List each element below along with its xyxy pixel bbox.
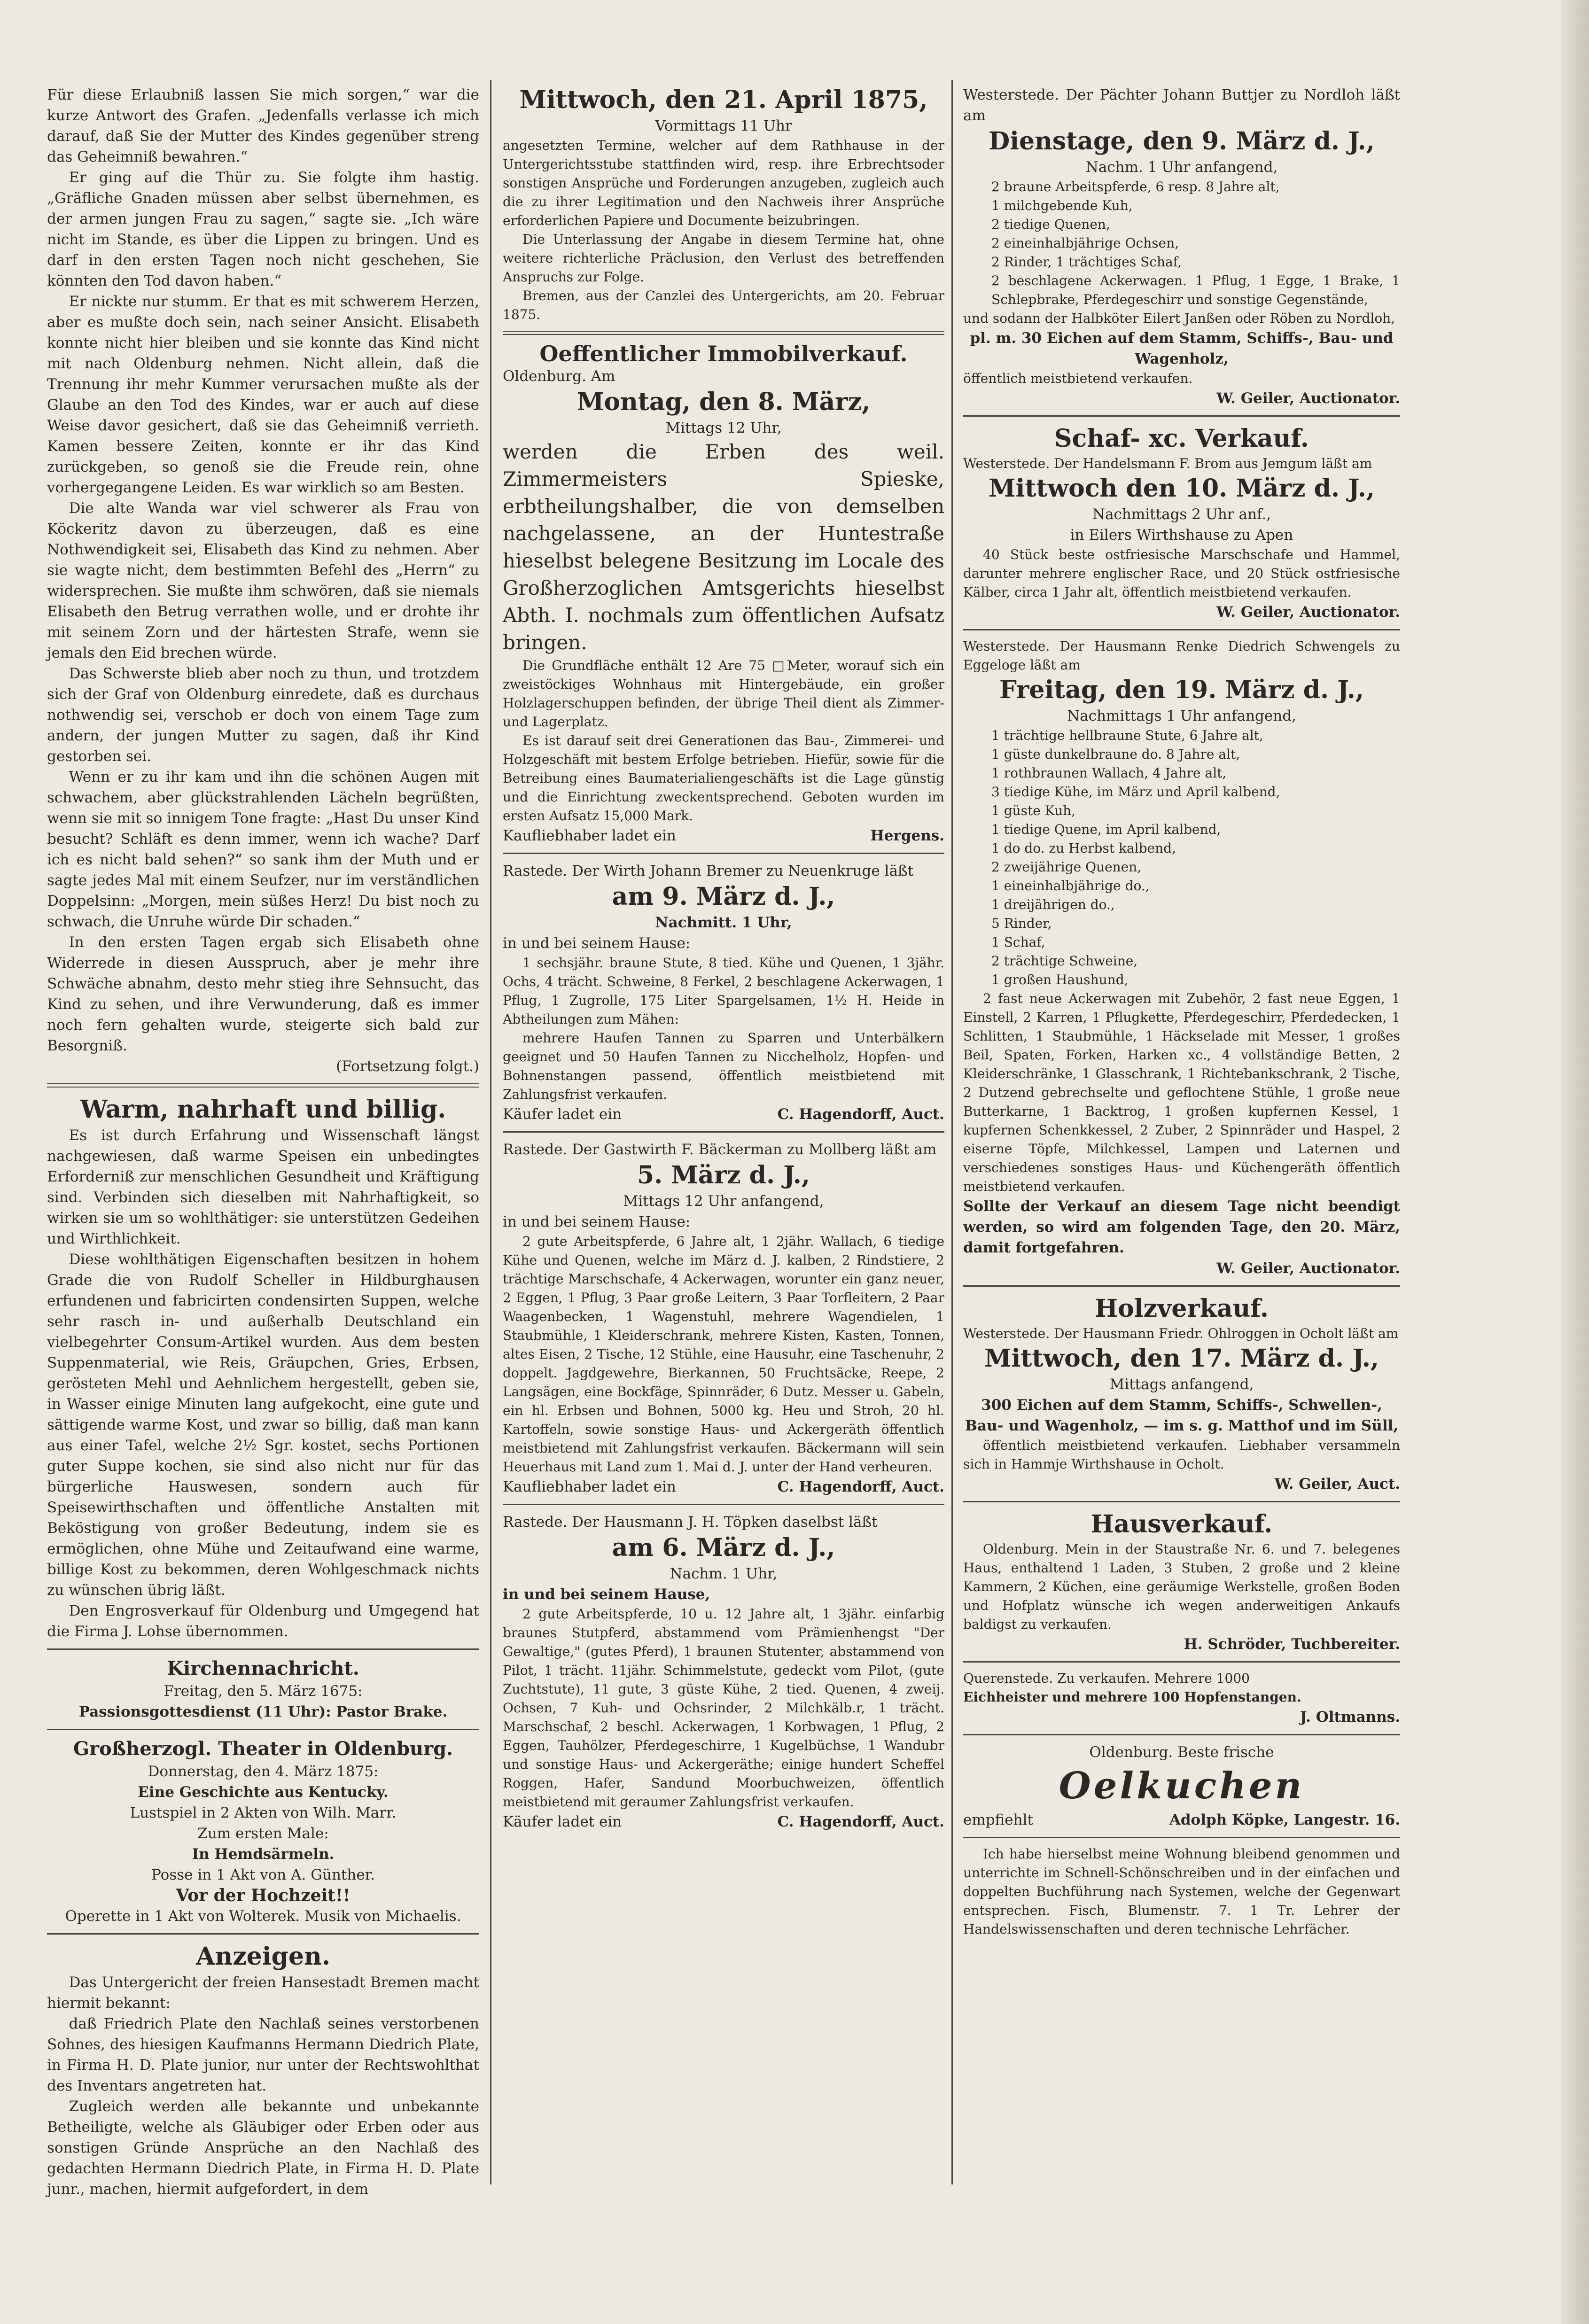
section-divider <box>47 1729 479 1730</box>
schaf-signature: W. Geiler, Auctionator. <box>1216 604 1400 621</box>
section-divider <box>47 1933 479 1935</box>
section-divider <box>503 331 944 335</box>
column-middle <box>503 85 944 1832</box>
section-divider <box>47 1648 479 1650</box>
immo-time: Mittags 12 Uhr, <box>665 420 782 436</box>
toepken-time: Nachm. 1 Uhr, <box>670 1565 778 1582</box>
column-right <box>963 85 1400 1939</box>
theater-line: Lustspiel in 2 Akten von Wilh. Marr. <box>130 1804 397 1821</box>
list-item: 2 Rinder, 1 trächtiges Schaf, <box>991 254 1182 270</box>
oelkuchen-heading: Oelkuchen <box>1059 1764 1305 1807</box>
section-divider <box>47 1083 479 1088</box>
list-item: 1 Schaf, <box>991 934 1045 950</box>
mollberg-place: in und bei seinem Hause: <box>503 1213 691 1230</box>
list-item: 2 tiedige Quenen, <box>991 217 1110 232</box>
toepken-signature: Käufer ladet ein C. Hagendorff, Auct. <box>503 1813 944 1830</box>
buttjer-intro: Westerstede. Der Pächter Johann Buttjer zu Nordloh läßt am <box>963 86 1400 124</box>
bremen-paragraph: Bremen, aus der Canzlei des Untergerichts, am 20. Februar 1875. <box>503 288 944 322</box>
section-divider <box>963 1285 1400 1287</box>
section-divider <box>963 1837 1400 1838</box>
warm-heading: Warm, nahrhaft und billig. <box>80 1095 446 1124</box>
schwengels-list <box>991 726 1400 989</box>
buttjer-time: Nachm. 1 Uhr anfangend, <box>1085 159 1278 176</box>
bremen-time: Vormittags 11 Uhr <box>655 117 792 134</box>
buttjer-list <box>991 178 1400 309</box>
holz-heading: Holzverkauf. <box>1095 1294 1269 1323</box>
serial-story <box>47 85 479 1077</box>
theater-heading: Großherzogl. Theater in Oldenburg. <box>73 1738 453 1760</box>
holz-text: öffentlich meistbietend verkaufen. Liebhaber versammeln sich in Hammje Wirthshause in Ocholt. <box>963 1438 1400 1472</box>
list-item: 1 großen Haushund, <box>991 972 1129 987</box>
theater-play: In Hemdsärmeln. <box>192 1846 335 1863</box>
ad-paragraph: Das Untergericht der freien Hansestadt Bremen macht hiermit bekannt: <box>47 1974 479 2012</box>
bremer-signature: Käufer ladet ein C. Hagendorff, Auct. <box>503 1106 944 1123</box>
section-divider <box>963 629 1400 630</box>
theater-line: Posse in 1 Akt von A. Günther. <box>151 1866 375 1883</box>
warm-paragraph: Diese wohlthätigen Eigenschaften besitzen in hohem Grade die von Rudolf Scheller in Hildburghausen erfundenen und fabricirten condensirten Suppen, welche sehr rasch in- und außerhalb Deutschland ein vielbegehrter Consum-Artikel wurden. Aus dem besten Suppenmaterial, wie Reis, Gräupchen, Gries, Erbsen, gerösteten Mehl und Aehnlichem hergestellt, geben sie, in Wasser einige Minuten lang aufgekocht, eine gute und sättigende warme Kost, und zwar so billig, daß man kann aus einer Tafel, welche 2½ Sgr. kostet, sechs Portionen guter Suppe kochen, sie sind also nicht nur für das bürgerliche Hauswesen, sondern auch für Speisewirthschaften und öffentliche Anstalten mit Beköstigung von großer Bedeutung, indem sie es ermöglichen, ohne Mühe und Zeitaufwand eine warme, billige Kost zu bekommen, deren Wohlgeschmack nichts zu wünschen übrig läßt. <box>47 1251 479 1599</box>
theater-play: Eine Geschichte aus Kentucky. <box>138 1784 389 1801</box>
schwengels-date: Freitag, den 19. März d. J., <box>999 676 1364 704</box>
story-paragraph: Das Schwerste blieb aber noch zu thun, und trotzdem sich der Graf von Oldenburg einredete, daß es durchaus nothwendig sei, verschob er doch von einem Tage zum andern, der jungen Mutter zu sagen, daß ihr Kind gestorben sei. <box>47 665 479 765</box>
list-item: 1 eineinhalbjährige do., <box>991 878 1150 894</box>
toepken-date: am 6. März d. J., <box>612 1533 835 1562</box>
church-service: Passionsgottesdienst (11 Uhr): Pastor Brake. <box>78 1703 448 1720</box>
mollberg-date: 5. März d. J., <box>637 1161 810 1189</box>
schwengels-text: 2 fast neue Ackerwagen mit Zubehör, 2 fast neue Eggen, 1 Einstell, 2 Karren, 1 Pflugkette, Pferdegeschirr, Pferdedecken, 1 Schlitten, 1 Staubmühle, 1 Häckselade mit Messer, 1 großes Beil, Spaten, Forken, Harken xc., 4 vollständige Betten, 2 Kleiderschränke, 1 Glasschrank, 1 Richtebankschrank, 2 Tische, 2 Dutzend gebrechselte und geflochtene Stühle, 1 große neue Butterkarne, 1 Backtrog, 1 großen kupfernen Kessel, 1 kupfernen Schenkkessel, 2 Zuber, 2 Spinnräder und Haspel, 2 eiserne Töpfe, Milchkessel, Lampen und Laternen und verschiedenes sonstiges Haus- und Küchengeräth öffentlich meistbietend verkaufen. <box>963 991 1400 1194</box>
holz-intro: Westerstede. Der Hausmann Friedr. Ohlroggen in Ocholt läßt am <box>963 1326 1399 1341</box>
story-paragraph: Für diese Erlaubniß lassen Sie mich sorgen,“ war die kurze Antwort des Grafen. „Jedenfalls verlasse ich mich darauf, daß Sie der Mutter des Kindes gegenüber streng das Geheimniß bewahren.“ <box>47 86 479 165</box>
schaf-text: 40 Stück beste ostfriesische Marschschafe und Hammel, darunter mehrere englischer Race, und 20 Stück ostfriesische Kälber, circa 1 Jahr alt, öffentlich meistbietend verkaufen. <box>963 547 1400 600</box>
immo-paragraph: Es ist darauf seit drei Generationen das Bau-, Zimmerei- und Holzgeschäft mit bestem Erfolge betrieben. Hiefür, sowie für die Betreibung eines Baumaterialiengeschäfts ist die Lage günstig und die Einrichtung zweckentsprechend. Geboten wurden im ersten Aufsatz 15,000 Mark. <box>503 733 944 824</box>
schaf-heading: Schaf- xc. Verkauf. <box>1054 424 1309 453</box>
story-paragraph: Wenn er zu ihr kam und ihn die schönen Augen mit schwachem, aber glückstrahlenden Lächeln begrüßten, wenn sie mit so innigem Tone fragte: „Hast Du unser Kind besucht? Schläft es denn immer, wenn ich wache? Darf ich es nicht bald sehen?“ so sank ihm der Muth und er sagte jedes Mal mit einem Seufzer, nur im verständlichen Doppelsinn: „Morgen, mein süßes Herz! Du bist noch zu schwach, die Unruhe würde Dir schaden.“ <box>47 769 479 930</box>
section-divider <box>503 853 944 854</box>
immo-date: Montag, den 8. März, <box>576 388 871 416</box>
list-item: 1 do do. zu Herbst kalbend, <box>991 840 1176 856</box>
oelkuchen-intro: Oldenburg. Beste frische <box>1089 1744 1274 1761</box>
column-left <box>47 85 479 2200</box>
bremer-place: in und bei seinem Hause: <box>503 935 691 952</box>
column-divider <box>490 80 491 2184</box>
immo-signature: Kaufliebhaber ladet ein Hergens. <box>503 827 944 844</box>
querenstede-line: Querenstede. Zu verkaufen. Mehrere 1000 <box>963 1671 1250 1686</box>
bremer-paragraph: mehrere Haufen Tannen zu Sparren und Unterbälkern geeignet und 50 Haufen Tannen zu Nicchelholz, Hopfen- und Bohnenstangen passend, öffentlich meistbietend mit Zahlungsfrist verkaufen. <box>503 1030 944 1102</box>
buttjer-signature: W. Geiler, Auctionator. <box>1216 390 1400 407</box>
list-item: 1 dreijährigen do., <box>991 897 1115 912</box>
story-paragraph: Die alte Wanda war viel schwerer als Frau von Köckeritz davon zu überzeugen, daß es eine Nothwendigkeit sei, Elisabeth das Kind zu nehmen. Aber sie wagte nicht, dem bestimmten Befehl des „Herrn“ zu widersprechen. Sie mußte ihm schwören, daß sie niemals Elisabeth den Betrug verrathen wolle, und er drohte ihr mit seinem Zorn und der härtesten Strafe, wenn sie jemals den Eid brechen würde. <box>47 500 479 661</box>
page-edge-shadow <box>1561 0 1589 2324</box>
section-divider <box>503 1131 944 1133</box>
bremer-time: Nachmitt. 1 Uhr, <box>655 914 792 931</box>
theater-line: Zum ersten Male: <box>197 1825 329 1842</box>
bremen-paragraph: angesetzten Termine, welcher auf dem Rathhause in der Untergerichtsstube stattfinden wird, resp. ihre Erbrechtsoder sonstigen Ansprüche und Forderungen anzugeben, zugleich auch die zu ihrer Legitimation und den Nachweis ihrer Ansprüche erforderlichen Papiere und Documente beizubringen. <box>503 138 944 228</box>
toepken-intro: Rastede. Der Hausmann J. H. Töpken daselbst läßt <box>503 1514 878 1531</box>
schwengels-signature: W. Geiler, Auctionator. <box>1216 1260 1400 1277</box>
holz-bold: 300 Eichen auf dem Stamm, Schiffs-, Schwellen-, Bau- und Wagenholz, — im s. g. Matthof und im Süll, <box>965 1397 1399 1434</box>
mollberg-time: Mittags 12 Uhr anfangend, <box>623 1193 824 1210</box>
schaf-place: in Eilers Wirthshause zu Apen <box>1070 527 1293 544</box>
hausverkauf-text: Oldenburg. Mein in der Staustraße Nr. 6. und 7. belegenes Haus, enthaltend 1 Laden, 3 Stuben, 2 große und 2 kleine Kammern, 2 Küchen, eine geräumige Werkstelle, großen Boden und Hofplatz wünsche ich wegen anderweitigen Ankaufs baldigst zu verkaufen. <box>963 1541 1400 1632</box>
section-divider <box>963 1501 1400 1502</box>
story-paragraph: Er ging auf die Thür zu. Sie folgte ihm hastig. „Gräfliche Gnaden müssen aber selbst übernehmen, es der armen jungen Frau zu sagen,“ sagte sie. „Ich wäre nicht im Stande, es über die Lippen zu bringen. Und es darf in den ersten Tagen noch nicht geschehen, Sie könnten den Tod davon haben.“ <box>47 169 479 289</box>
bremer-date: am 9. März d. J., <box>612 882 835 911</box>
column-divider <box>951 80 953 2184</box>
theater-play: Vor der Hochzeit!! <box>176 1886 351 1905</box>
church-heading: Kirchennachricht. <box>167 1657 359 1679</box>
list-item: 2 zweijährige Quenen, <box>991 859 1142 875</box>
immo-heading: Oeffentlicher Immobilverkauf. <box>539 341 908 366</box>
schwengels-time: Nachmittags 1 Uhr anfangend, <box>1067 707 1296 724</box>
hausverkauf-signature: H. Schröder, Tuchbereiter. <box>1184 1636 1400 1653</box>
list-item: 1 rothbraunen Wallach, 4 Jahre alt, <box>991 765 1227 781</box>
warm-paragraph: Den Engrosverkauf für Oldenburg und Umgegend hat die Firma J. Lohse übernommen. <box>47 1602 479 1640</box>
list-item: 2 eineinhalbjährige Ochsen, <box>991 235 1179 251</box>
buttjer-text: und sodann der Halbköter Eilert Janßen oder Röben zu Nordloh, <box>963 311 1395 326</box>
schwengels-intro: Westerstede. Der Hausmann Renke Diedrich Schwengels zu Eggeloge läßt am <box>963 638 1400 673</box>
bremer-intro: Rastede. Der Wirth Johann Bremer zu Neuenkruge läßt <box>503 863 914 879</box>
section-divider <box>963 415 1400 417</box>
list-item: 1 trächtige hellbraune Stute, 6 Jahre alt, <box>991 728 1263 743</box>
querenstede-signature: J. Oltmanns. <box>1300 1709 1400 1726</box>
section-divider <box>963 1734 1400 1735</box>
immo-announcement: werden die Erben des weil. Zimmermeisters Spieske, erbtheilungshalber, die von demselben nachgelassene, an der Huntestraße hieselbst belegene Besitzung im Locale des Großherzoglichen Amtsgerichts hieselbst Abth. I. nochmals zum öffentlichen Aufsatz bringen. <box>503 440 944 654</box>
ad-paragraph: daß Friedrich Plate den Nachlaß seines verstorbenen Sohnes, des hiesigen Kaufmanns Hermann Diedrich Plate, in Firma H. D. Plate junior, nur unter der Rechtswohlthat des Inventars angetreten hat. <box>47 2015 479 2094</box>
list-item: 2 trächtige Schweine, <box>991 953 1138 969</box>
section-divider <box>503 1504 944 1505</box>
ad-paragraph: Zugleich werden alle bekannte und unbekannte Betheiligte, welche als Gläubiger oder Erben oder aus sonstigen Gründe Ansprüche an den Nachlaß des gedachten Hermann Diedrich Plate, in Firma H. D. Plate junr., machen, hiermit aufgefordert, in dem <box>47 2098 479 2198</box>
theater-line: Operette in 1 Akt von Wolterek. Musik von Michaelis. <box>65 1908 461 1925</box>
immo-place: Oldenburg. Am <box>503 368 615 385</box>
list-item: 2 beschlagene Ackerwagen. 1 Pflug, 1 Egge, 1 Brake, 1 Schlepbrake, Pferdegeschirr und sonstige Gegenstände, <box>991 273 1400 307</box>
bremen-paragraph: Die Unterlassung der Angabe in diesem Termine hat, ohne weitere richterliche Präclusion, den Verlust des betreffenden Anspruchs zur Folge. <box>503 232 944 285</box>
buttjer-bold: pl. m. 30 Eichen auf dem Stamm, Schiffs-, Bau- und Wagenholz, <box>970 330 1394 367</box>
mollberg-signature: Kaufliebhaber ladet ein C. Hagendorff, Auct. <box>503 1478 944 1495</box>
mollberg-intro: Rastede. Der Gastwirth F. Bäckerman zu Mollberg läßt am <box>503 1141 937 1158</box>
holz-date: Mittwoch, den 17. März d. J., <box>984 1344 1379 1373</box>
holz-signature: W. Geiler, Auct. <box>1274 1476 1400 1492</box>
oelkuchen-signature: empfiehlt Adolph Köpke, Langestr. 16. <box>963 1811 1400 1828</box>
fisch-text: Ich habe hierselbst meine Wohnung bleibend genommen und unterrichte im Schnell-Schönschreiben und in der einfachen und doppelten Buchführung nach Systemen, welche der Gegenwart entsprechen. Fisch, Blumenstr. 7. 1 Tr. Lehrer der Handelswissenschaften und deren technische Lehrfächer. <box>963 1846 1400 1937</box>
list-item: 2 braune Arbeitspferde, 6 resp. 8 Jahre alt, <box>991 179 1280 194</box>
querenstede-line: Eichheister und mehrere 100 Hopfenstangen. <box>963 1689 1301 1705</box>
ads-heading: Anzeigen. <box>196 1942 330 1971</box>
story-continued: (Fortsetzung folgt.) <box>336 1058 479 1075</box>
buttjer-date: Dienstage, den 9. März d. J., <box>989 127 1375 155</box>
toepken-paragraph: 2 gute Arbeitspferde, 10 u. 12 Jahre alt, 1 3jähr. einfarbig braunes Stutpferd, abstammend vom Prämienhengst "Der Gewaltige," (gutes Pferd), 1 braunen Stutenter, abstammend von Pilot, 1 trächt. 11jähr. Schimmelstute, gedeckt vom Pilot, (gute Zuchtstute), 11 gute, 3 güste Kühe, 2 tied. Quenen, 4 zweij. Ochsen, 7 Kuh- und Ochsrinder, 2 Milchkälb.r, 1 trächt. Marschschaf, 2 beschl. Ackerwagen, 1 Korbwagen, 1 Pflug, 2 Eggen, Tauhölzer, Pferdegeschirre, 1 Kugelbüchse, 1 Wandubr und sonstige Haus- und Ackergeräthe; einige hundert Scheffel Roggen, Hafer, Sandund Moorbuchweizen, öffentlich meistbietend mit geraumer Zahlungsfrist verkaufen. <box>503 1606 944 1810</box>
bremer-paragraph: 1 sechsjähr. braune Stute, 8 tied. Kühe und Quenen, 1 3jähr. Ochs, 4 trächt. Schweine, 8 Ferkel, 2 beschlagene Ackerwagen, 1 Pflug, 1 Zugrolle, 175 Liter Spargelsamen, 1½ H. Heide in Abtheilungen zum Mähen: <box>503 955 944 1027</box>
toepken-place: in und bei seinem Hause, <box>503 1586 710 1603</box>
list-item: 5 Rinder, <box>991 916 1052 931</box>
bremen-date-heading: Mittwoch, den 21. April 1875, <box>519 85 928 114</box>
story-paragraph: In den ersten Tagen ergab sich Elisabeth ohne Widerrede in diesen Ausspruch, aber je mehr ihre Schwäche abnahm, desto mehr stieg ihre Sehnsucht, das Kind zu sehen, und ihre Verwunderung, daß es immer noch fern gehalten wurde, steigerte sich bald zur Besorgniß. <box>47 934 479 1054</box>
buttjer-end: öffentlich meistbietend verkaufen. <box>963 371 1193 386</box>
list-item: 1 güste dunkelbraune do. 8 Jahre alt, <box>991 746 1240 762</box>
schaf-time: Nachmittags 2 Uhr anf., <box>1092 506 1271 523</box>
story-paragraph: Er nickte nur stumm. Er that es mit schwerem Herzen, aber es mußte doch sein, nach seiner Ansicht. Elisabeth konnte nicht hier bleiben und sie konnte das Kind nicht mit nach Oldenburg nehmen. Nicht allein, daß die Trennung ihr mehr Kummer verursachen mußte als der Glaube an den Tod des Kindes, war er auch auf diese Weise davor gesichert, daß sie das Geheimniß verrieth. Kamen bessere Zeiten, konnte er ihr das Kind zurückgeben, so genoß sie die Freude rein, ohne vorhergegangene Leiden. Es war wirklich so am Besten. <box>47 293 479 496</box>
list-item: 1 güste Kuh, <box>991 803 1076 818</box>
mollberg-paragraph: 2 gute Arbeitspferde, 6 Jahre alt, 1 2jähr. Wallach, 6 tiedige Kühe und Quenen, welche im März d. J. kalben, 2 Rindstiere, 2 trächtige Marschschafe, 4 Ackerwagen, worunter ein ganz neuer, 2 Eggen, 1 Pflug, 3 Paar große Leitern, 3 Paar Torfleitern, 2 Paar Waagenbecken, 1 Wagenstuhl, mehrere Wagendielen, 1 Staubmühle, 1 Kleiderschrank, mehrere Kisten, Kasten, Tonnen, altes Eisen, 2 Tische, 12 Stühle, eine Hausuhr, eine Taschenuhr, 2 doppelt. Jagdgewehre, Bierkannen, 50 Fruchtsäcke, Reepe, 2 Langsägen, eine Bockfäge, Spinnräder, 6 Dutz. Messer u. Gabeln, ein hl. Erbsen und Bohnen, 5000 kg. Heu und Stroh, 20 hl. Kartoffeln, sowie sonstige Haus- und Ackergeräth öffentlich meistbietend mit Zahlungsfrist verkaufen. Bäckermann will sein Heuerhaus mit Land zum 1. Mai d. J. unter der Hand verheuren. <box>503 1234 944 1475</box>
warm-paragraph: Es ist durch Erfahrung und Wissenschaft längst nachgewiesen, daß warme Speisen ein unbedingtes Erforderniß zur menschlichen Gesundheit und Kräftigung sind. Verbinden sich dieselben mit Nahrhaftigkeit, so wirken sie um so wohlthätiger: sie unterstützen Gedeihen und Wirthlichkeit. <box>47 1127 479 1247</box>
list-item: 1 milchgebende Kuh, <box>991 198 1133 213</box>
church-date: Freitag, den 5. März 1675: <box>164 1683 363 1700</box>
hausverkauf-heading: Hausverkauf. <box>1090 1510 1273 1539</box>
holz-time: Mittags anfangend, <box>1109 1376 1254 1393</box>
immo-paragraph: Die Grundfläche enthält 12 Are 75 □Meter, worauf sich ein zweistöckiges Wohnhaus mit Hintergebäude, ein großer Holzlagerschuppen befinden, der übrige Theil dient als Zimmer- und Lagerplatz. <box>503 658 944 730</box>
schwengels-notice: Sollte der Verkauf an diesem Tage nicht beendigt werden, so wird am folgenden Tage, den 20. März, damit fortgefahren. <box>963 1198 1400 1256</box>
schaf-intro: Westerstede. Der Handelsmann F. Brom aus Jemgum läßt am <box>963 456 1372 471</box>
theater-date: Donnerstag, den 4. März 1875: <box>148 1763 379 1780</box>
list-item: 3 tiedige Kühe, im März und April kalbend, <box>991 784 1280 800</box>
schaf-date: Mittwoch den 10. März d. J., <box>989 474 1375 503</box>
section-divider <box>963 1661 1400 1663</box>
list-item: 1 tiedige Quene, im April kalbend, <box>991 822 1221 837</box>
